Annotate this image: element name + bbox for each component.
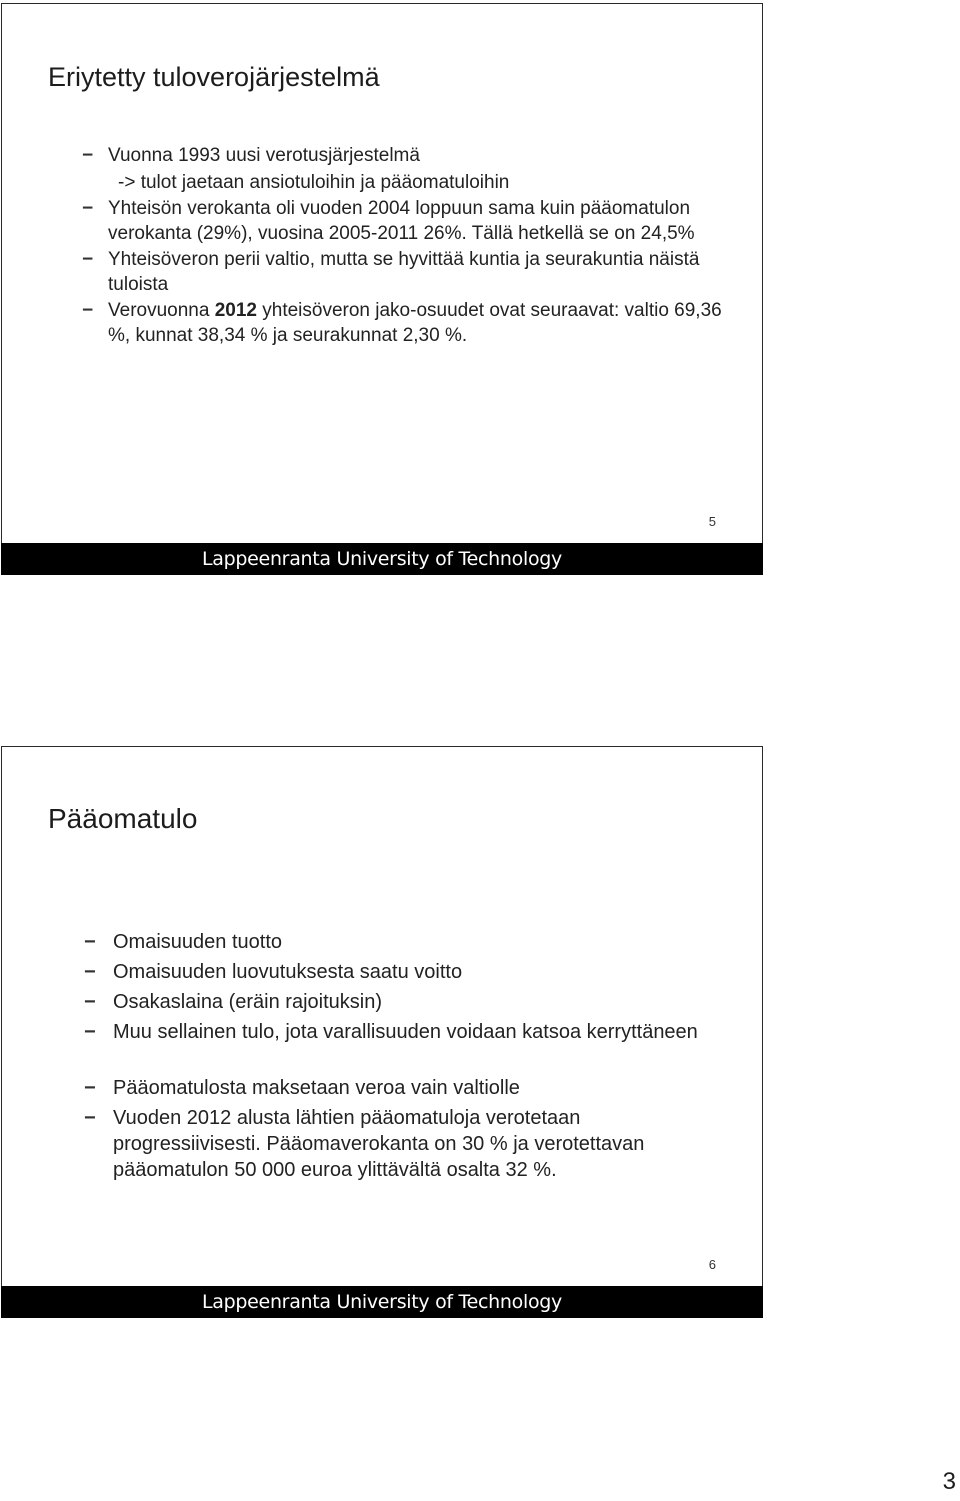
slide-title: Pääomatulo [48, 803, 198, 834]
dash-bullet-icon: − [84, 1021, 96, 1043]
list-item: − Vuonna 1993 uusi verotusjärjestelmä [82, 144, 722, 169]
list-item: − Pääomatulosta maksetaan veroa vain valtiolle [84, 1077, 520, 1099]
dash-bullet-icon: − [82, 145, 94, 166]
university-logo-text: Lappeenranta University of Technology [202, 1291, 562, 1313]
dash-bullet-icon: − [84, 1077, 96, 1099]
list-item: − Vuoden 2012 alusta lähtien pääomatuloja verotetaan progressiivisesti. Pääomaverokanta on 30 % ja verotettavan pääomatulon 50 000 euroa ylittävältä osalta 32 %. [84, 1107, 645, 1181]
bullet-list [82, 144, 722, 350]
list-item: − Yhteisöveron perii valtio, mutta se hyvittää kuntia ja seurakuntia näistä tuloista [82, 249, 700, 295]
list-item: − Osakaslaina (eräin rajoituksin) [84, 991, 383, 1013]
slide-6 [1, 746, 763, 1318]
dash-bullet-icon: − [84, 931, 96, 953]
list-item: − Verovuonna 2012 yhteisöveron jako-osuudet ovat seuraavat: valtio 69,36 %, kunnat 38,34 % ja seurakunnat 2,30 %. [82, 300, 722, 346]
list-item: − Omaisuuden tuotto [84, 931, 282, 953]
footer-bar [1, 543, 763, 575]
list-item: − Yhteisön verokanta oli vuoden 2004 loppuun sama kuin pääomatulon verokanta (29%), vuosina 2005-2011 26%. Tällä hetkellä se on 24,5% [82, 198, 695, 244]
year-emphasis: 2012 [214, 300, 257, 321]
dash-bullet-icon: − [82, 198, 94, 219]
bullet-list [84, 929, 704, 1187]
slide-5 [1, 3, 763, 575]
slide-title: Eriytetty tuloverojärjestelmä [48, 62, 380, 92]
slide-number: 6 [708, 1257, 716, 1272]
dash-bullet-icon: − [82, 249, 94, 270]
university-logo-text: Lappeenranta University of Technology [202, 548, 562, 570]
list-item: − Muu sellainen tulo, jota varallisuuden voidaan katsoa kerryttäneen [84, 1021, 698, 1043]
page-number: 3 [942, 1468, 956, 1495]
dash-bullet-icon: − [84, 961, 96, 983]
dash-bullet-icon: − [84, 991, 96, 1013]
list-item: − Omaisuuden luovutuksesta saatu voitto [84, 961, 463, 983]
footer-bar [1, 1286, 763, 1318]
slide-number: 5 [708, 514, 716, 529]
list-item-sub: -> tulot jaetaan ansiotuloihin ja pääomatuloihin [118, 171, 510, 193]
dash-bullet-icon: − [84, 1107, 96, 1129]
dash-bullet-icon: − [82, 300, 94, 321]
